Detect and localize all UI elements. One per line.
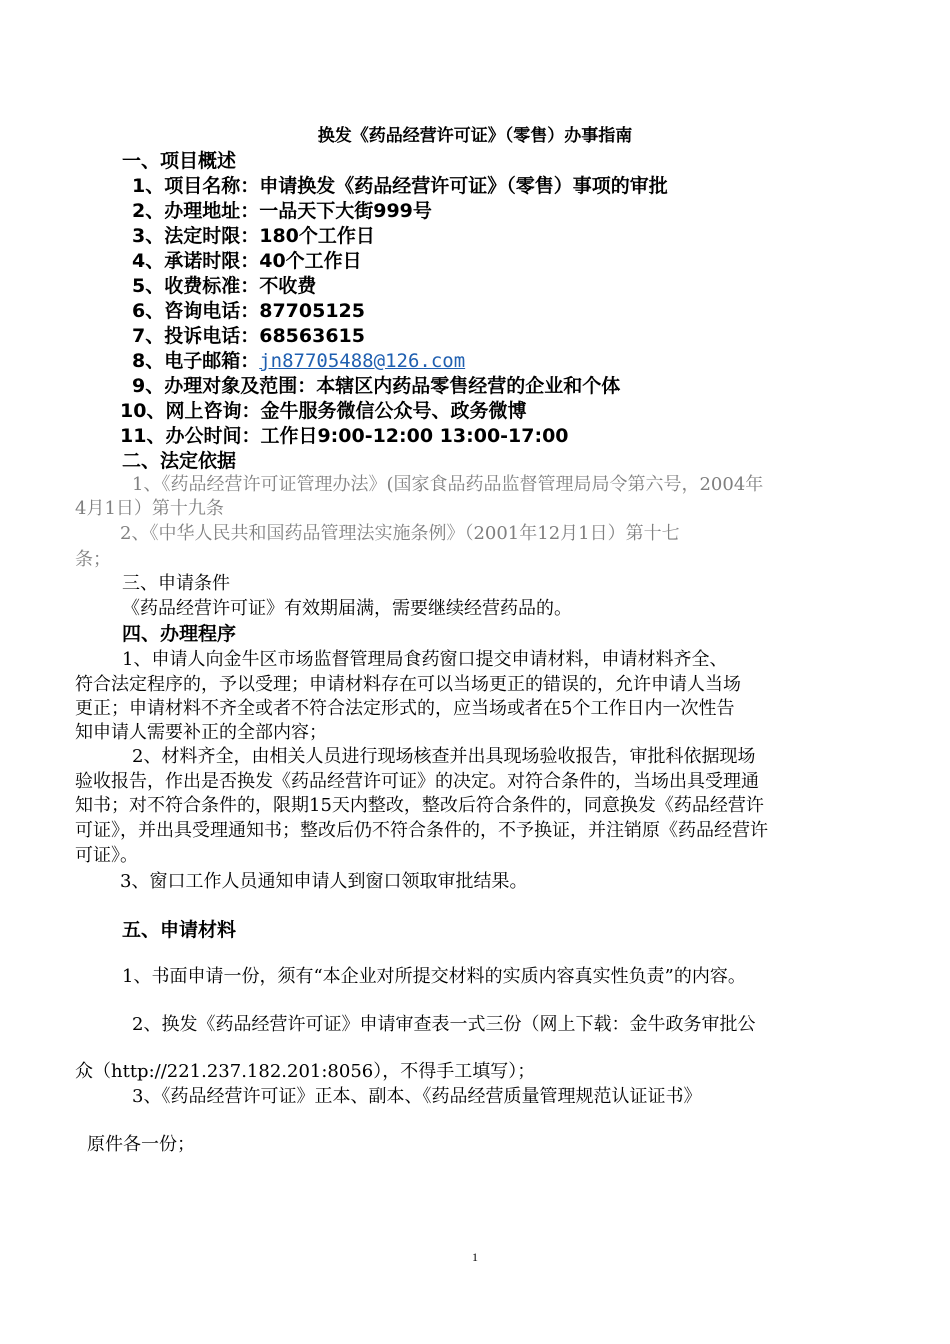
legal-basis-2: 2、《中华人民共和国药品管理法实施条例》（2001年12月1日）第十七 — [120, 523, 680, 544]
material-3: 3、《药品经营许可证》正本、副本、《药品经营质量管理规范认证证书》 — [132, 1086, 702, 1107]
list-item: 4、承诺时限：40个工作日 — [132, 250, 362, 272]
email-label: 8、电子邮箱： — [132, 350, 260, 372]
legal-basis-2-cont: 条； — [75, 549, 111, 570]
procedure-p1-line: 符合法定程序的，予以受理；申请材料存在可以当场更正的错误的，允许申请人当场 — [75, 674, 741, 695]
list-item: 7、投诉电话：68563615 — [132, 325, 365, 347]
procedure-p1-line: 更正；申请材料不齐全或者不符合法定形式的，应当场或者在5个工作日内一次性告 — [75, 698, 735, 719]
section-heading-conditions: 三、申请条件 — [122, 573, 230, 594]
section-heading-materials: 五、申请材料 — [122, 919, 237, 941]
list-item: 6、咨询电话：87705125 — [132, 300, 365, 322]
procedure-p2-line: 可证》，并出具受理通知书；整改后仍不符合条件的，不予换证，并注销原《药品经营许 — [75, 820, 768, 841]
procedure-p1-line: 知申请人需要补正的全部内容； — [75, 722, 327, 743]
list-item: 10、网上咨询：金牛服务微信公众号、政务微博 — [120, 400, 527, 422]
section-heading-procedure: 四、办理程序 — [122, 623, 237, 645]
procedure-p2-line: 知书；对不符合条件的，限期15天内整改，整改后符合条件的，同意换发《药品经营许 — [75, 795, 764, 816]
list-item: 5、收费标准：不收费 — [132, 275, 317, 297]
material-3-cont: 原件各一份； — [87, 1134, 195, 1155]
legal-basis-1: 1、《药品经营许可证管理办法》(国家食品药品监督管理局局令第六号，2004年 — [132, 474, 764, 495]
procedure-p3: 3、窗口工作人员通知申请人到窗口领取审批结果。 — [120, 871, 528, 892]
material-2: 2、换发《药品经营许可证》申请审查表一式三份（网上下载：金牛政务审批公 — [132, 1014, 756, 1035]
conditions-text: 《药品经营许可证》有效期届满，需要继续经营药品的。 — [122, 598, 572, 619]
legal-basis-1-cont: 4月1日）第十九条 — [75, 498, 224, 519]
procedure-p2-line: 2、材料齐全，由相关人员进行现场核查并出具现场验收报告，审批科依据现场 — [132, 746, 756, 767]
list-item: 1、项目名称：申请换发《药品经营许可证》（零售）事项的审批 — [132, 175, 668, 197]
section-heading-legal-basis: 二、法定依据 — [122, 450, 237, 472]
material-1: 1、书面申请一份，须有“本企业对所提交材料的实质内容真实性负责”的内容。 — [122, 966, 746, 987]
material-2-cont: 众（http://221.237.182.201:8056），不得手工填写）； — [75, 1061, 536, 1082]
list-item-email — [132, 352, 465, 371]
list-item: 3、法定时限：180个工作日 — [132, 225, 375, 247]
procedure-p2-line: 验收报告，作出是否换发《药品经营许可证》的决定。对符合条件的，当场出具受理通 — [75, 771, 759, 792]
section-heading-overview: 一、项目概述 — [122, 150, 237, 172]
list-item: 11、办公时间：工作日9:00-12:00 13:00-17:00 — [120, 425, 569, 447]
email-link[interactable]: jn87705488@126.com — [259, 350, 466, 372]
procedure-p1-line: 1、申请人向金牛区市场监督管理局食药窗口提交申请材料，申请材料齐全、 — [122, 649, 728, 670]
procedure-p2-line: 可证》。 — [75, 845, 138, 866]
list-item: 9、办理对象及范围：本辖区内药品零售经营的企业和个体 — [132, 375, 621, 397]
page-number: 1 — [472, 1250, 478, 1264]
list-item: 2、办理地址：一品天下大街999号 — [132, 200, 432, 222]
page-title: 换发《药品经营许可证》（零售）办事指南 — [317, 126, 633, 146]
